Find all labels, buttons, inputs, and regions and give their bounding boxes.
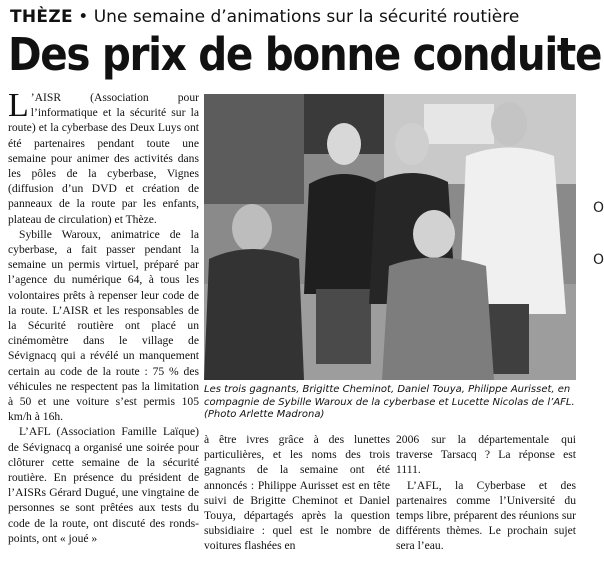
kicker-topic: Une semaine d’animations sur la sécurité routière	[93, 7, 520, 27]
margin-mark-2: O	[592, 252, 604, 268]
photo-illustration	[204, 94, 576, 380]
article-column-2	[204, 432, 390, 554]
news-photo	[204, 94, 576, 380]
paragraph-4: à être ivres grâce à des lunettes particulières, et les noms des trois gagnants de la semaine ont été annoncés : Philippe Aurisset est en tête suivi de Brigitte Cheminot et Daniel Touya, départagés après la question subsidiaire : quel est le nombre de voitures flashées en	[204, 433, 390, 553]
margin-mark-1: O	[592, 200, 604, 216]
article-column-3	[396, 432, 576, 554]
paragraph-6: L’AFL, la Cyberbase et des partenaires comme l’Université du temps libre, préparent des réunions sur différents thèmes. Le prochain sujet sera l’eau.	[396, 478, 576, 553]
headline: Des prix de bonne conduite	[8, 28, 602, 81]
paragraph-1-text: ’AISR (Association pour l’informatique et la sécurité sur la route) et la cyberbase des Deux Luys ont été partenaires pendant toute une semaine pour animer des activités dans les pôles de la cyberbase, Vignes (diffusion d’un DVD et création de panneaux de la route par les enfants, plateau de circulation) et Thèze.	[8, 91, 199, 226]
article-column-1	[8, 87, 199, 560]
dropcap: L	[8, 87, 29, 124]
kicker-bullet: •	[78, 7, 89, 27]
kicker	[10, 6, 590, 28]
paragraph-5: 2006 sur la départementale qui traverse Tarsacq ? La réponse est 1111.	[396, 433, 576, 477]
kicker-place: THÈZE	[10, 7, 73, 27]
paragraph-3: L’AFL (Association Famille Laïque) de Sévignacq a organisé une soirée pour clôturer cette semaine de la sécurité routière. En présence du président de l’AISRs Gérard Dugué, une vingtaine de personnes se sont prêtées aux tests du code de la route, ont discuté des ronds-points, ont « joué »	[8, 425, 199, 545]
paragraph-2: Sybille Waroux, animatrice de la cyberbase, a fait passer pendant la semaine un permis virtuel, préparé par l’agence du numérique 64, à tous les volontaires prêts à repenser leur code de la route. L’AISR et les responsables de la Sécurité routière ont placé un cinémomètre dans le village de Sévignacq qui a révélé un manquement certain au code de la route : 75 % des véhicules ne respectent pas la limitation à 50 et une voiture s’est permis 105 km/h à 16h.	[8, 227, 199, 424]
photo-caption: Les trois gagnants, Brigitte Cheminot, Daniel Touya, Philippe Aurisset, en compagnie de Sybille Waroux de la cyberbase et Lucette Nicolas de l’AFL. (Photo Arlette Madrona)	[204, 384, 575, 421]
paragraph-1	[8, 87, 199, 227]
